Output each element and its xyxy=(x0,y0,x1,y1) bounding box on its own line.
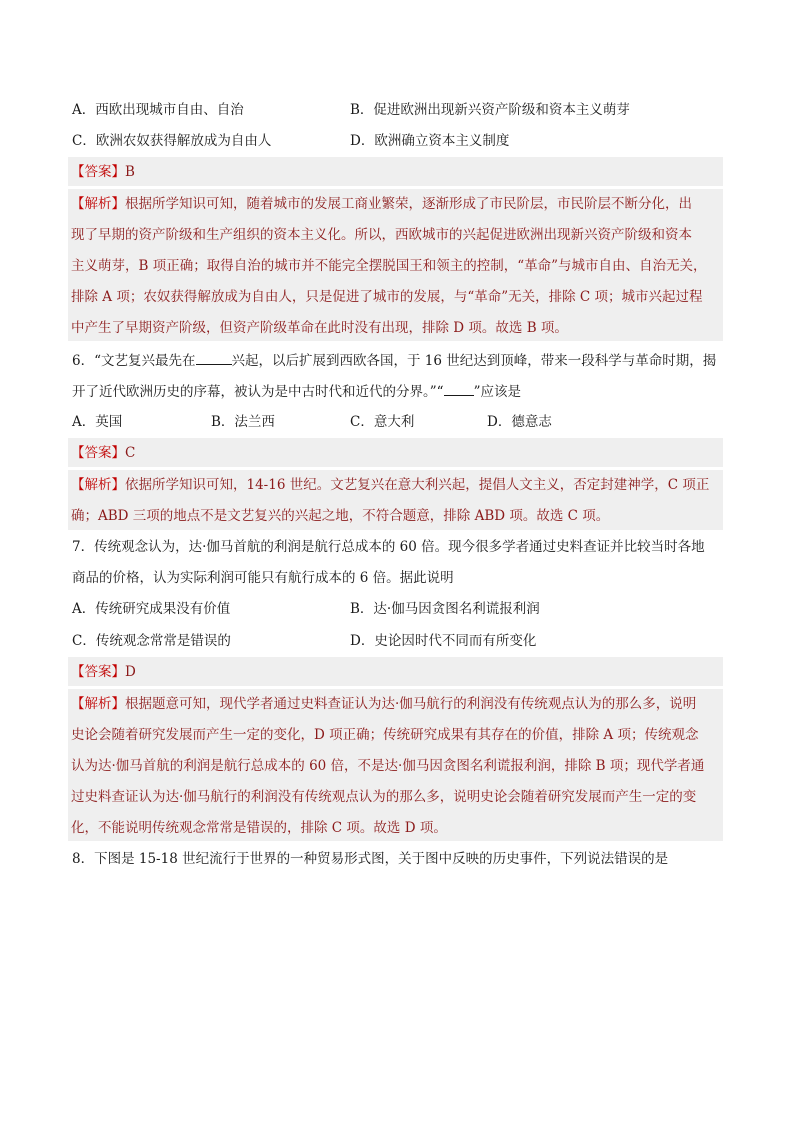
q6-blank-2 xyxy=(444,381,474,396)
analysis-tag: 【解析】 xyxy=(71,696,125,712)
q6-option-c: C．意大利 xyxy=(350,414,415,430)
q5-analysis-line-4: 排除 A 项；农奴获得解放成为自由人，只是促进了城市的发展，与“革命”无关，排除 C 项；城市兴起过程 xyxy=(71,289,703,305)
q6-stem-line-1 xyxy=(72,350,716,371)
q7-analysis-line-5: 化，不能说明传统观念常常是错误的，排除 C 项。故选 D 项。 xyxy=(71,820,447,836)
q6-option-a: A．英国 xyxy=(72,414,123,430)
answer-tag: 【答案】 xyxy=(71,164,125,180)
q7-analysis-line-2: 史论会随着研究发展而产生一定的变化，D 项正确；传统研究成果有其存在的价值，排除 A 项；传统观念 xyxy=(71,727,699,743)
q7-stem-line-1: 7．传统观念认为，达·伽马首航的利润是航行总成本的 60 倍。现今很多学者通过史料查证并比较当时各地 xyxy=(72,539,705,555)
answer-value: B xyxy=(125,164,135,180)
q5-option-d: D．欧洲确立资本主义制度 xyxy=(350,133,510,149)
q6-analysis-line-2: 确；ABD 三项的地点不是文艺复兴的兴起之地，不符合题意，排除 ABD 项。故选 C 项。 xyxy=(71,508,610,524)
q7-analysis-line-4: 过史料查证认为达·伽马航行的利润没有传统观点认为的那么多，说明史论会随着研究发展而产生一定的变 xyxy=(71,789,697,805)
q6-option-b: B．法兰西 xyxy=(211,414,275,430)
answer-value: C xyxy=(125,445,136,461)
q7-option-b: B．达·伽马因贪图名利谎报利润 xyxy=(350,601,540,617)
q6-stem-part: 开了近代欧洲历史的序幕，被认为是中古时代和近代的分界。”“ xyxy=(72,384,444,400)
q5-option-c: C．欧洲农奴获得解放成为自由人 xyxy=(72,133,272,149)
analysis-tag: 【解析】 xyxy=(71,477,125,493)
q6-answer xyxy=(71,443,135,463)
q6-blank-1 xyxy=(196,350,232,365)
q7-analysis-line-1 xyxy=(71,694,696,714)
answer-tag: 【答案】 xyxy=(71,445,125,461)
q6-stem-line-2 xyxy=(72,381,521,402)
q7-answer-box xyxy=(68,657,723,686)
q6-stem-part: 6．“文艺复兴最先在 xyxy=(72,353,196,369)
analysis-tag: 【解析】 xyxy=(71,196,125,212)
q6-analysis-line-1 xyxy=(71,475,709,495)
q7-option-d: D．史论因时代不同而有所变化 xyxy=(350,633,537,649)
q7-analysis-box xyxy=(68,689,723,841)
q6-analysis-box xyxy=(68,470,723,530)
q6-stem-part: 兴起，以后扩展到西欧各国，于 16 世纪达到顶峰，带来一段科学与革命时期，揭 xyxy=(231,353,717,369)
q7-stem-line-2: 商品的价格，认为实际利润可能只有航行成本的 6 倍。据此说明 xyxy=(72,570,454,586)
q7-option-c: C．传统观念常常是错误的 xyxy=(72,633,231,649)
analysis-text: 依据所学知识可知，14-16 世纪。文艺复兴在意大利兴起，提倡人文主义，否定封建神学，C 项正 xyxy=(125,477,710,493)
analysis-text: 根据所学知识可知，随着城市的发展工商业繁荣，逐渐形成了市民阶层，市民阶层不断分化，出 xyxy=(125,196,692,212)
q5-analysis-line-1 xyxy=(71,194,692,214)
q5-analysis-box xyxy=(68,189,723,341)
q5-analysis-line-3: 主义萌芽，B 项正确；取得自治的城市并不能完全摆脱国王和领主的控制，“革命”与城市自由、自治无关， xyxy=(71,258,707,274)
q5-analysis-line-5: 中产生了早期资产阶级，但资产阶级革命在此时没有出现，排除 D 项。故选 B 项。 xyxy=(71,320,568,336)
q5-analysis-line-2: 现了早期的资产阶级和生产组织的资本主义化。所以，西欧城市的兴起促进欧洲出现新兴资产阶级和资本 xyxy=(71,227,692,243)
q5-option-b: B．促进欧洲出现新兴资产阶级和资本主义萌芽 xyxy=(350,102,630,118)
q7-answer xyxy=(71,662,136,682)
q5-answer xyxy=(71,162,135,182)
answer-tag: 【答案】 xyxy=(71,664,125,680)
q8-stem: 8．下图是 15-18 世纪流行于世界的一种贸易形式图，关于图中反映的历史事件，下列说法错误的是 xyxy=(72,851,669,867)
q7-analysis-line-3: 认为达·伽马首航的利润是航行总成本的 60 倍，不是达·伽马因贪图名利谎报利润，排除 B 项；现代学者通 xyxy=(71,758,705,774)
q5-answer-box xyxy=(68,157,723,186)
q6-answer-box xyxy=(68,438,723,467)
q6-option-d: D．德意志 xyxy=(487,414,552,430)
q7-option-a: A．传统研究成果没有价值 xyxy=(72,601,231,617)
q6-stem-part: ”应该是 xyxy=(473,384,521,400)
answer-value: D xyxy=(125,664,136,680)
analysis-text: 根据题意可知，现代学者通过史料查证认为达·伽马航行的利润没有传统观点认为的那么多，说明 xyxy=(125,696,697,712)
q5-option-a: A．西欧出现城市自由、自治 xyxy=(72,102,244,118)
